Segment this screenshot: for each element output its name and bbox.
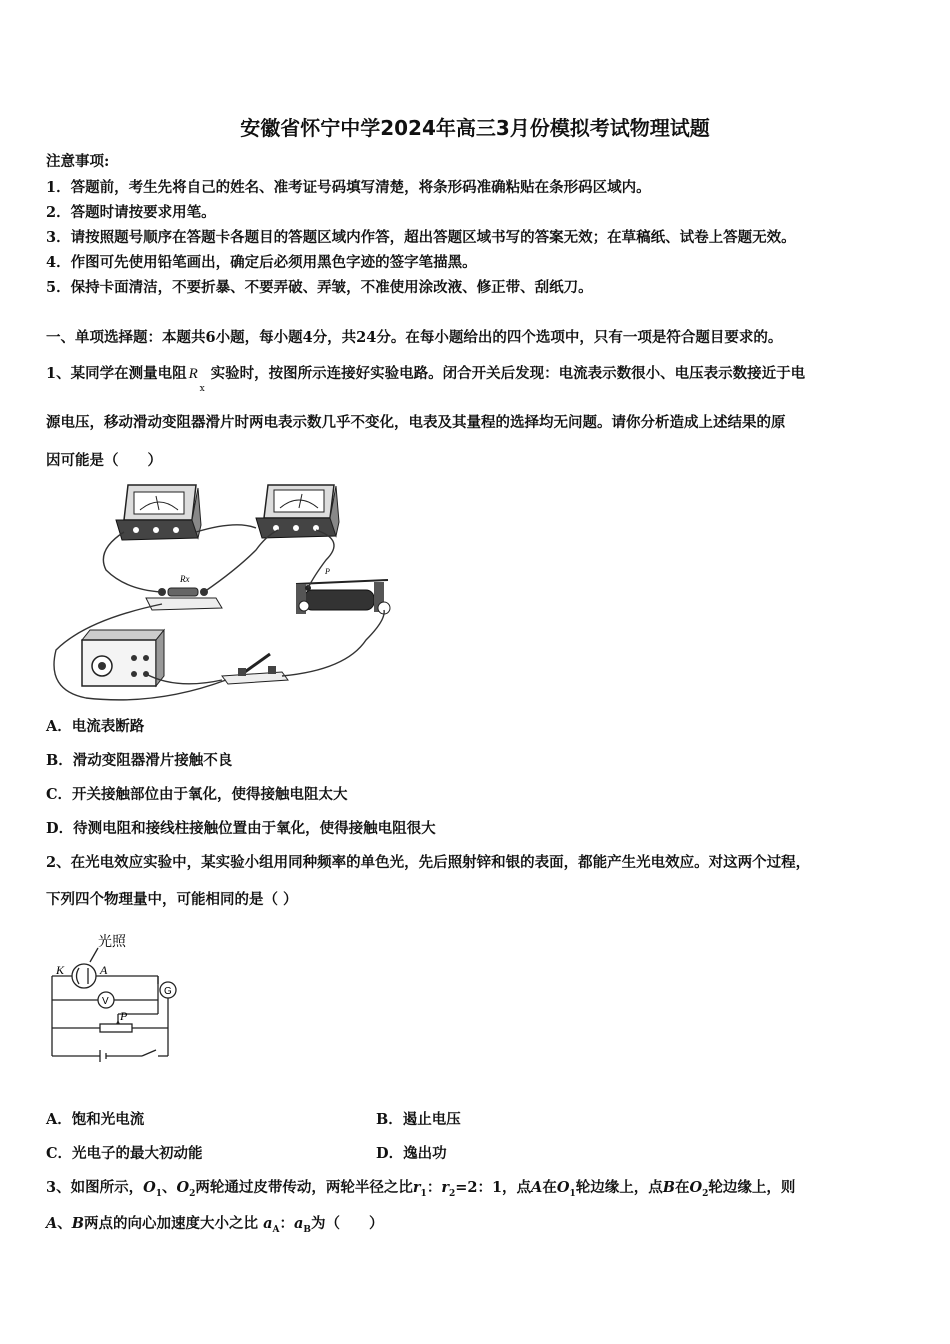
q3-text: 、 bbox=[162, 1179, 177, 1196]
ammeter-icon bbox=[116, 485, 201, 540]
point-b: B bbox=[662, 1179, 675, 1196]
rx-sub: x bbox=[199, 384, 205, 394]
accel-a-sub: A bbox=[272, 1224, 280, 1235]
o1-sub: 1 bbox=[155, 1188, 162, 1199]
power-supply-icon bbox=[82, 630, 164, 686]
q2-stem-line2: 下列四个物理量中，可能相同的是（ ） bbox=[46, 891, 298, 908]
q1-circuit-figure bbox=[46, 480, 406, 705]
q3-text: 3、如图所示， bbox=[46, 1179, 144, 1196]
notice-item: 2．答题时请按要求用笔。 bbox=[46, 204, 216, 221]
r2-sub: 2 bbox=[448, 1188, 456, 1199]
page-title: 安徽省怀宁中学2024年高三3月份模拟考试物理试题 bbox=[240, 116, 710, 140]
o1: O bbox=[556, 1179, 570, 1196]
q3-text: 为（ ） bbox=[311, 1215, 384, 1232]
light-label: 光照 bbox=[98, 934, 126, 950]
point-b: B bbox=[71, 1215, 85, 1232]
k-label: K bbox=[56, 963, 65, 977]
r2: r bbox=[441, 1179, 449, 1196]
q3-stem-line2 bbox=[46, 1214, 384, 1240]
o1: O bbox=[143, 1179, 156, 1196]
p-label: P bbox=[120, 1009, 128, 1023]
accel-a: a bbox=[263, 1215, 273, 1232]
q2-option-a: A．饱和光电流 bbox=[46, 1111, 145, 1128]
notice-item: 1．答题前，考生先将自己的姓名、准考证号码填写清楚，将条形码准确粘贴在条形码区域内。 bbox=[46, 179, 651, 196]
q3-text: 两点的向心加速度大小之比 bbox=[84, 1215, 259, 1232]
o2: O bbox=[176, 1179, 190, 1196]
p-fig-label: P bbox=[325, 567, 330, 576]
q1-text: 实验时，按图所示连接好实验电路。闭合开关后发现：电流表示数很小、电压表示数接近于电 bbox=[210, 365, 806, 382]
q3-text: 轮边缘上，点 bbox=[575, 1179, 663, 1196]
q1-option-c: C．开关接触部位由于氧化，使得接触电阻太大 bbox=[46, 786, 348, 803]
o1-sub: 1 bbox=[569, 1188, 576, 1199]
switch-icon bbox=[222, 654, 288, 684]
q1-text: 1、某同学在测量电阻 bbox=[46, 365, 187, 382]
point-a: A bbox=[46, 1215, 58, 1232]
o2-sub: 2 bbox=[702, 1188, 709, 1199]
notice-item: 3．请按照题号顺序在答题卡各题目的答题区域内作答，超出答题区域书写的答案无效；在草稿纸、试卷上答题无效。 bbox=[46, 229, 796, 246]
q2-option-b: B．遏止电压 bbox=[376, 1111, 461, 1128]
rx-letter: R bbox=[188, 366, 198, 382]
q2-option-d: D．逸出功 bbox=[376, 1145, 447, 1162]
v-label: V bbox=[102, 996, 109, 1007]
notice-heading: 注意事项: bbox=[46, 153, 110, 170]
notice-item: 5．保持卡面清洁，不要折暴、不要弄破、弄皱，不准使用涂改液、修正带、刮纸刀。 bbox=[46, 279, 593, 296]
accel-b-sub: B bbox=[303, 1224, 311, 1235]
q3-text: 在 bbox=[674, 1179, 690, 1196]
q3-text: 两轮通过皮带传动，两轮半径之比 bbox=[195, 1179, 413, 1196]
voltmeter-icon bbox=[256, 485, 339, 538]
section-heading: 一、单项选择题：本题共6小题，每小题4分，共24分。在每小题给出的四个选项中，只有一项是符合题目要求的。 bbox=[46, 329, 783, 346]
accel-b: a bbox=[293, 1215, 304, 1232]
q2-option-c: C．光电子的最大初动能 bbox=[46, 1145, 203, 1162]
notice-item: 4．作图可先使用铅笔画出，确定后必须用黑色字迹的签字笔描黑。 bbox=[46, 254, 477, 271]
q1-option-a: A．电流表断路 bbox=[46, 718, 145, 735]
point-a: A bbox=[531, 1179, 543, 1196]
rx-fig-label: Rx bbox=[180, 574, 190, 584]
q1-option-d: D．待测电阻和接线柱接触位置由于氧化，使得接触电阻很大 bbox=[46, 820, 436, 837]
q3-text: ： bbox=[426, 1179, 442, 1196]
a-label: A bbox=[100, 963, 108, 977]
q3-text: 在 bbox=[542, 1179, 557, 1196]
q1-option-b: B．滑动变阻器滑片接触不良 bbox=[46, 752, 233, 769]
q1-stem-line1 bbox=[46, 364, 806, 394]
q3-text: 、 bbox=[57, 1215, 72, 1232]
r1-sub: 1 bbox=[420, 1188, 427, 1199]
q2-photoelectric-circuit bbox=[46, 928, 196, 1063]
q3-text: =2：1，点 bbox=[455, 1179, 532, 1196]
q3-stem-line1 bbox=[46, 1178, 795, 1204]
q1-stem-line2: 源电压，移动滑动变阻器滑片时两电表示数几乎不变化，电表及其量程的选择均无问题。请你分析造成上述结果的原 bbox=[46, 414, 786, 431]
r1: r bbox=[412, 1179, 421, 1196]
g-label: G bbox=[164, 986, 172, 997]
q3-text: 轮边缘上，则 bbox=[708, 1179, 796, 1196]
o2-sub: 2 bbox=[189, 1188, 196, 1199]
q1-stem-line3: 因可能是（ ） bbox=[46, 452, 162, 469]
q3-text: ： bbox=[279, 1215, 294, 1232]
q2-stem-line1: 2、在光电效应实验中，某实验小组用同种频率的单色光，先后照射锌和银的表面，都能产生光电效应。对这两个过程， bbox=[46, 854, 811, 871]
o2: O bbox=[689, 1179, 703, 1196]
